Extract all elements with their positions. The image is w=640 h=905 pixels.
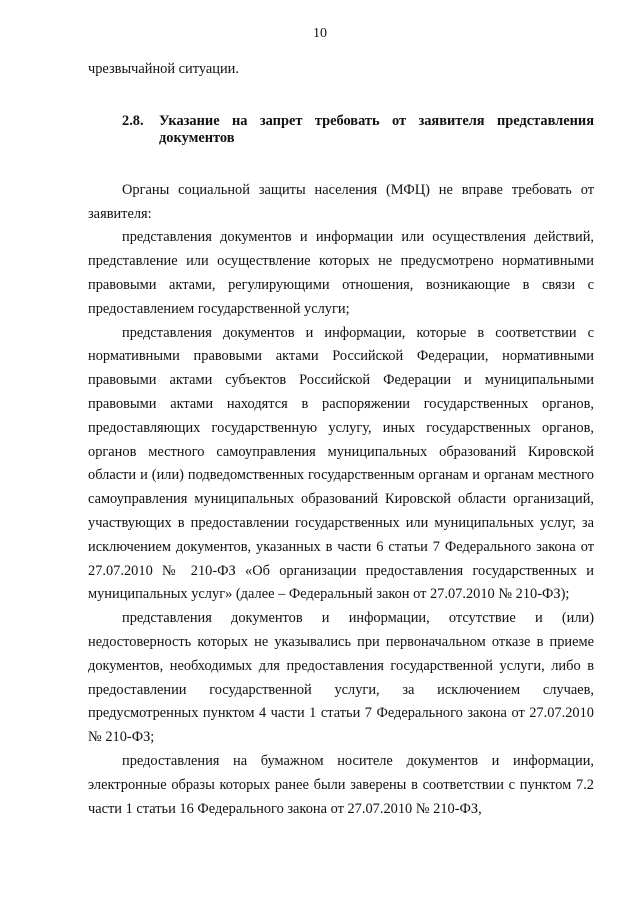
paragraph-item-4: предоставления на бумажном носителе документов и информации, электронные образы которых ранее были заверены в соответствии с пунктом 7.2 части 1 статьи 16 Федерального закона от 27.07.2010 № 210-ФЗ, [88,752,594,817]
section-heading [88,113,594,147]
paragraph-item-2: представления документов и информации, которые в соответствии с нормативными правовыми актами Российской Федерации, нормативными правовыми актами субъектов Российской Федерации и муниципальными правовыми актами находятся в распоряжении государственных органов, предоставляющих государственную услугу, иных государственных органов, органов местного самоуправления муниципальных образований Кировской области и (или) подведомственных государственным органам и органам местного самоуправления муниципальных образований Кировской области организаций, участвующих в предоставлении государственных или муниципальных услуг, за исключением документов, указанных в части 6 статьи 7 Федерального закона от 27.07.2010 № 210-ФЗ «Об организации предоставления государственных и муниципальных услуг» (далее – Федеральный закон от 27.07.2010 № 210-ФЗ); [88,324,594,603]
document-body [88,58,594,821]
section-title: Указание на запрет требовать от заявителя представления документов [159,112,594,146]
continuation-text: чрезвычайной ситуации. [88,61,239,77]
paragraph-item-3: представления документов и информации, отсутствие и (или) недостоверность которых не указывались при первоначальном отказе в приеме документов, необходимых для предоставления государственной услуги, либо в предоставлении государственной услуги, за исключением случаев, предусмотренных пунктом 4 части 1 статьи 7 Федерального закона от 27.07.2010 № 210-ФЗ; [88,610,594,746]
page-number: 10 [313,26,327,41]
paragraph-intro: Органы социальной защиты населения (МФЦ) не вправе требовать от заявителя: [88,181,594,222]
paragraph-item-1: представления документов и информации или осуществления действий, представление или осуществление которых не предусмотрено нормативными правовыми актами, регулирующими отношения, возникающие в связи с предоставлением государственной услуги; [88,229,594,317]
section-number: 2.8. [122,112,144,129]
